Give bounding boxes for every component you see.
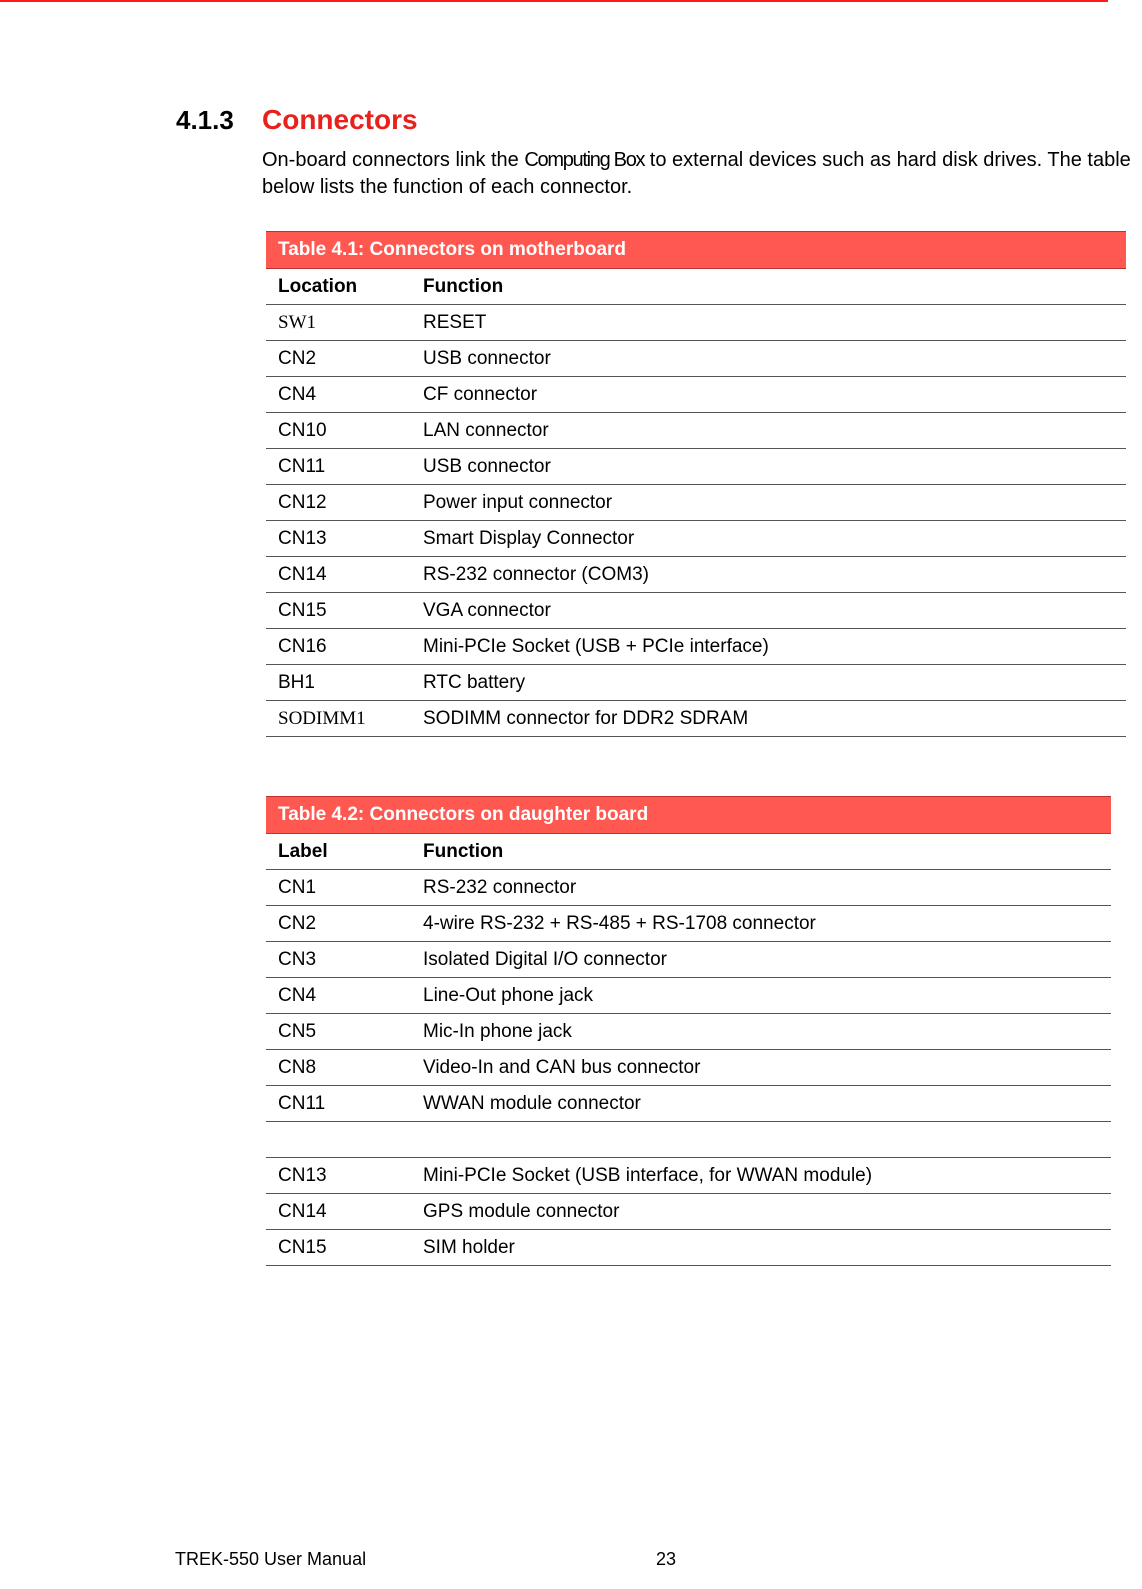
location-cell: CN10	[266, 413, 423, 449]
intro-brand-name: Computing Box	[524, 149, 645, 171]
label-cell	[266, 1122, 423, 1158]
column-header-function: Function	[423, 834, 1111, 870]
table-row	[266, 1230, 1111, 1266]
label-cell: CN11	[266, 1086, 423, 1122]
function-cell: USB connector	[423, 449, 1126, 485]
footer-page-number: 23	[656, 1549, 677, 1569]
daughter-board-connectors-table	[266, 796, 1111, 1266]
location-cell: BH1	[266, 665, 423, 701]
footer-manual-title: TREK-550 User Manual	[175, 1549, 367, 1569]
column-header-location: Location	[266, 269, 423, 305]
table-row	[266, 942, 1111, 978]
table-caption: Table 4.2: Connectors on daughter board	[266, 797, 1111, 834]
table-row	[266, 1014, 1111, 1050]
location-cell: CN11	[266, 449, 423, 485]
location-cell: CN12	[266, 485, 423, 521]
table-row	[266, 870, 1111, 906]
location-cell: CN4	[266, 377, 423, 413]
function-cell: Video-In and CAN bus connector	[423, 1050, 1111, 1086]
table-row	[266, 1086, 1111, 1122]
function-cell: Line-Out phone jack	[423, 978, 1111, 1014]
function-cell: 4-wire RS-232 + RS-485 + RS-1708 connector	[423, 906, 1111, 942]
intro-text-end: to external devices such as hard disk drives. The table below lists the function of each connector.	[262, 149, 1131, 198]
column-header-label: Label	[266, 834, 423, 870]
function-cell: Isolated Digital I/O connector	[423, 942, 1111, 978]
function-cell: Power input connector	[423, 485, 1126, 521]
function-cell: WWAN module connector	[423, 1086, 1111, 1122]
section-title: Connectors	[262, 104, 418, 135]
function-cell: SODIMM connector for DDR2 SDRAM	[423, 701, 1126, 737]
table-row	[266, 593, 1126, 629]
table-header-row	[266, 269, 1126, 305]
table-row	[266, 1194, 1111, 1230]
intro-text-start: On-board connectors link the	[262, 149, 525, 171]
table-header-row	[266, 834, 1111, 870]
label-cell: CN8	[266, 1050, 423, 1086]
function-cell: RS-232 connector (COM3)	[423, 557, 1126, 593]
label-cell: CN1	[266, 870, 423, 906]
intro-paragraph	[262, 147, 1132, 201]
section-heading	[176, 104, 418, 136]
table-row	[266, 978, 1111, 1014]
location-cell: CN14	[266, 557, 423, 593]
label-cell: CN15	[266, 1230, 423, 1266]
table-row	[266, 665, 1126, 701]
location-cell: CN15	[266, 593, 423, 629]
function-cell: SIM holder	[423, 1230, 1111, 1266]
table-caption: Table 4.1: Connectors on motherboard	[266, 232, 1126, 269]
table-row	[266, 413, 1126, 449]
label-cell: CN13	[266, 1158, 423, 1194]
function-cell: RTC battery	[423, 665, 1126, 701]
label-cell: CN14	[266, 1194, 423, 1230]
table-row	[266, 906, 1111, 942]
location-cell: SW1	[266, 305, 423, 341]
label-cell: CN5	[266, 1014, 423, 1050]
function-cell: Mic-In phone jack	[423, 1014, 1111, 1050]
table-row	[266, 701, 1126, 737]
function-cell: Mini-PCIe Socket (USB interface, for WWAN module)	[423, 1158, 1111, 1194]
table-row	[266, 1050, 1111, 1086]
function-cell: Smart Display Connector	[423, 521, 1126, 557]
table-row-empty	[266, 1122, 1111, 1158]
function-cell: USB connector	[423, 341, 1126, 377]
function-cell: RESET	[423, 305, 1126, 341]
function-cell: CF connector	[423, 377, 1126, 413]
location-cell: CN16	[266, 629, 423, 665]
function-cell: Mini-PCIe Socket (USB + PCIe interface)	[423, 629, 1126, 665]
function-cell: LAN connector	[423, 413, 1126, 449]
table-row	[266, 1158, 1111, 1194]
function-cell: RS-232 connector	[423, 870, 1111, 906]
table-row	[266, 521, 1126, 557]
table-row	[266, 629, 1126, 665]
table-row	[266, 305, 1126, 341]
label-cell: CN2	[266, 906, 423, 942]
label-cell: CN3	[266, 942, 423, 978]
table-row	[266, 557, 1126, 593]
table-row	[266, 485, 1126, 521]
top-rule	[0, 0, 1108, 2]
table-row	[266, 449, 1126, 485]
function-cell	[423, 1122, 1111, 1158]
motherboard-connectors-table	[266, 231, 1126, 737]
function-cell: GPS module connector	[423, 1194, 1111, 1230]
location-cell: CN13	[266, 521, 423, 557]
table-row	[266, 377, 1126, 413]
location-cell: CN2	[266, 341, 423, 377]
label-cell: CN4	[266, 978, 423, 1014]
table-row	[266, 341, 1126, 377]
column-header-function: Function	[423, 269, 1126, 305]
function-cell: VGA connector	[423, 593, 1126, 629]
section-number: 4.1.3	[176, 105, 234, 135]
location-cell: SODIMM1	[266, 701, 423, 737]
